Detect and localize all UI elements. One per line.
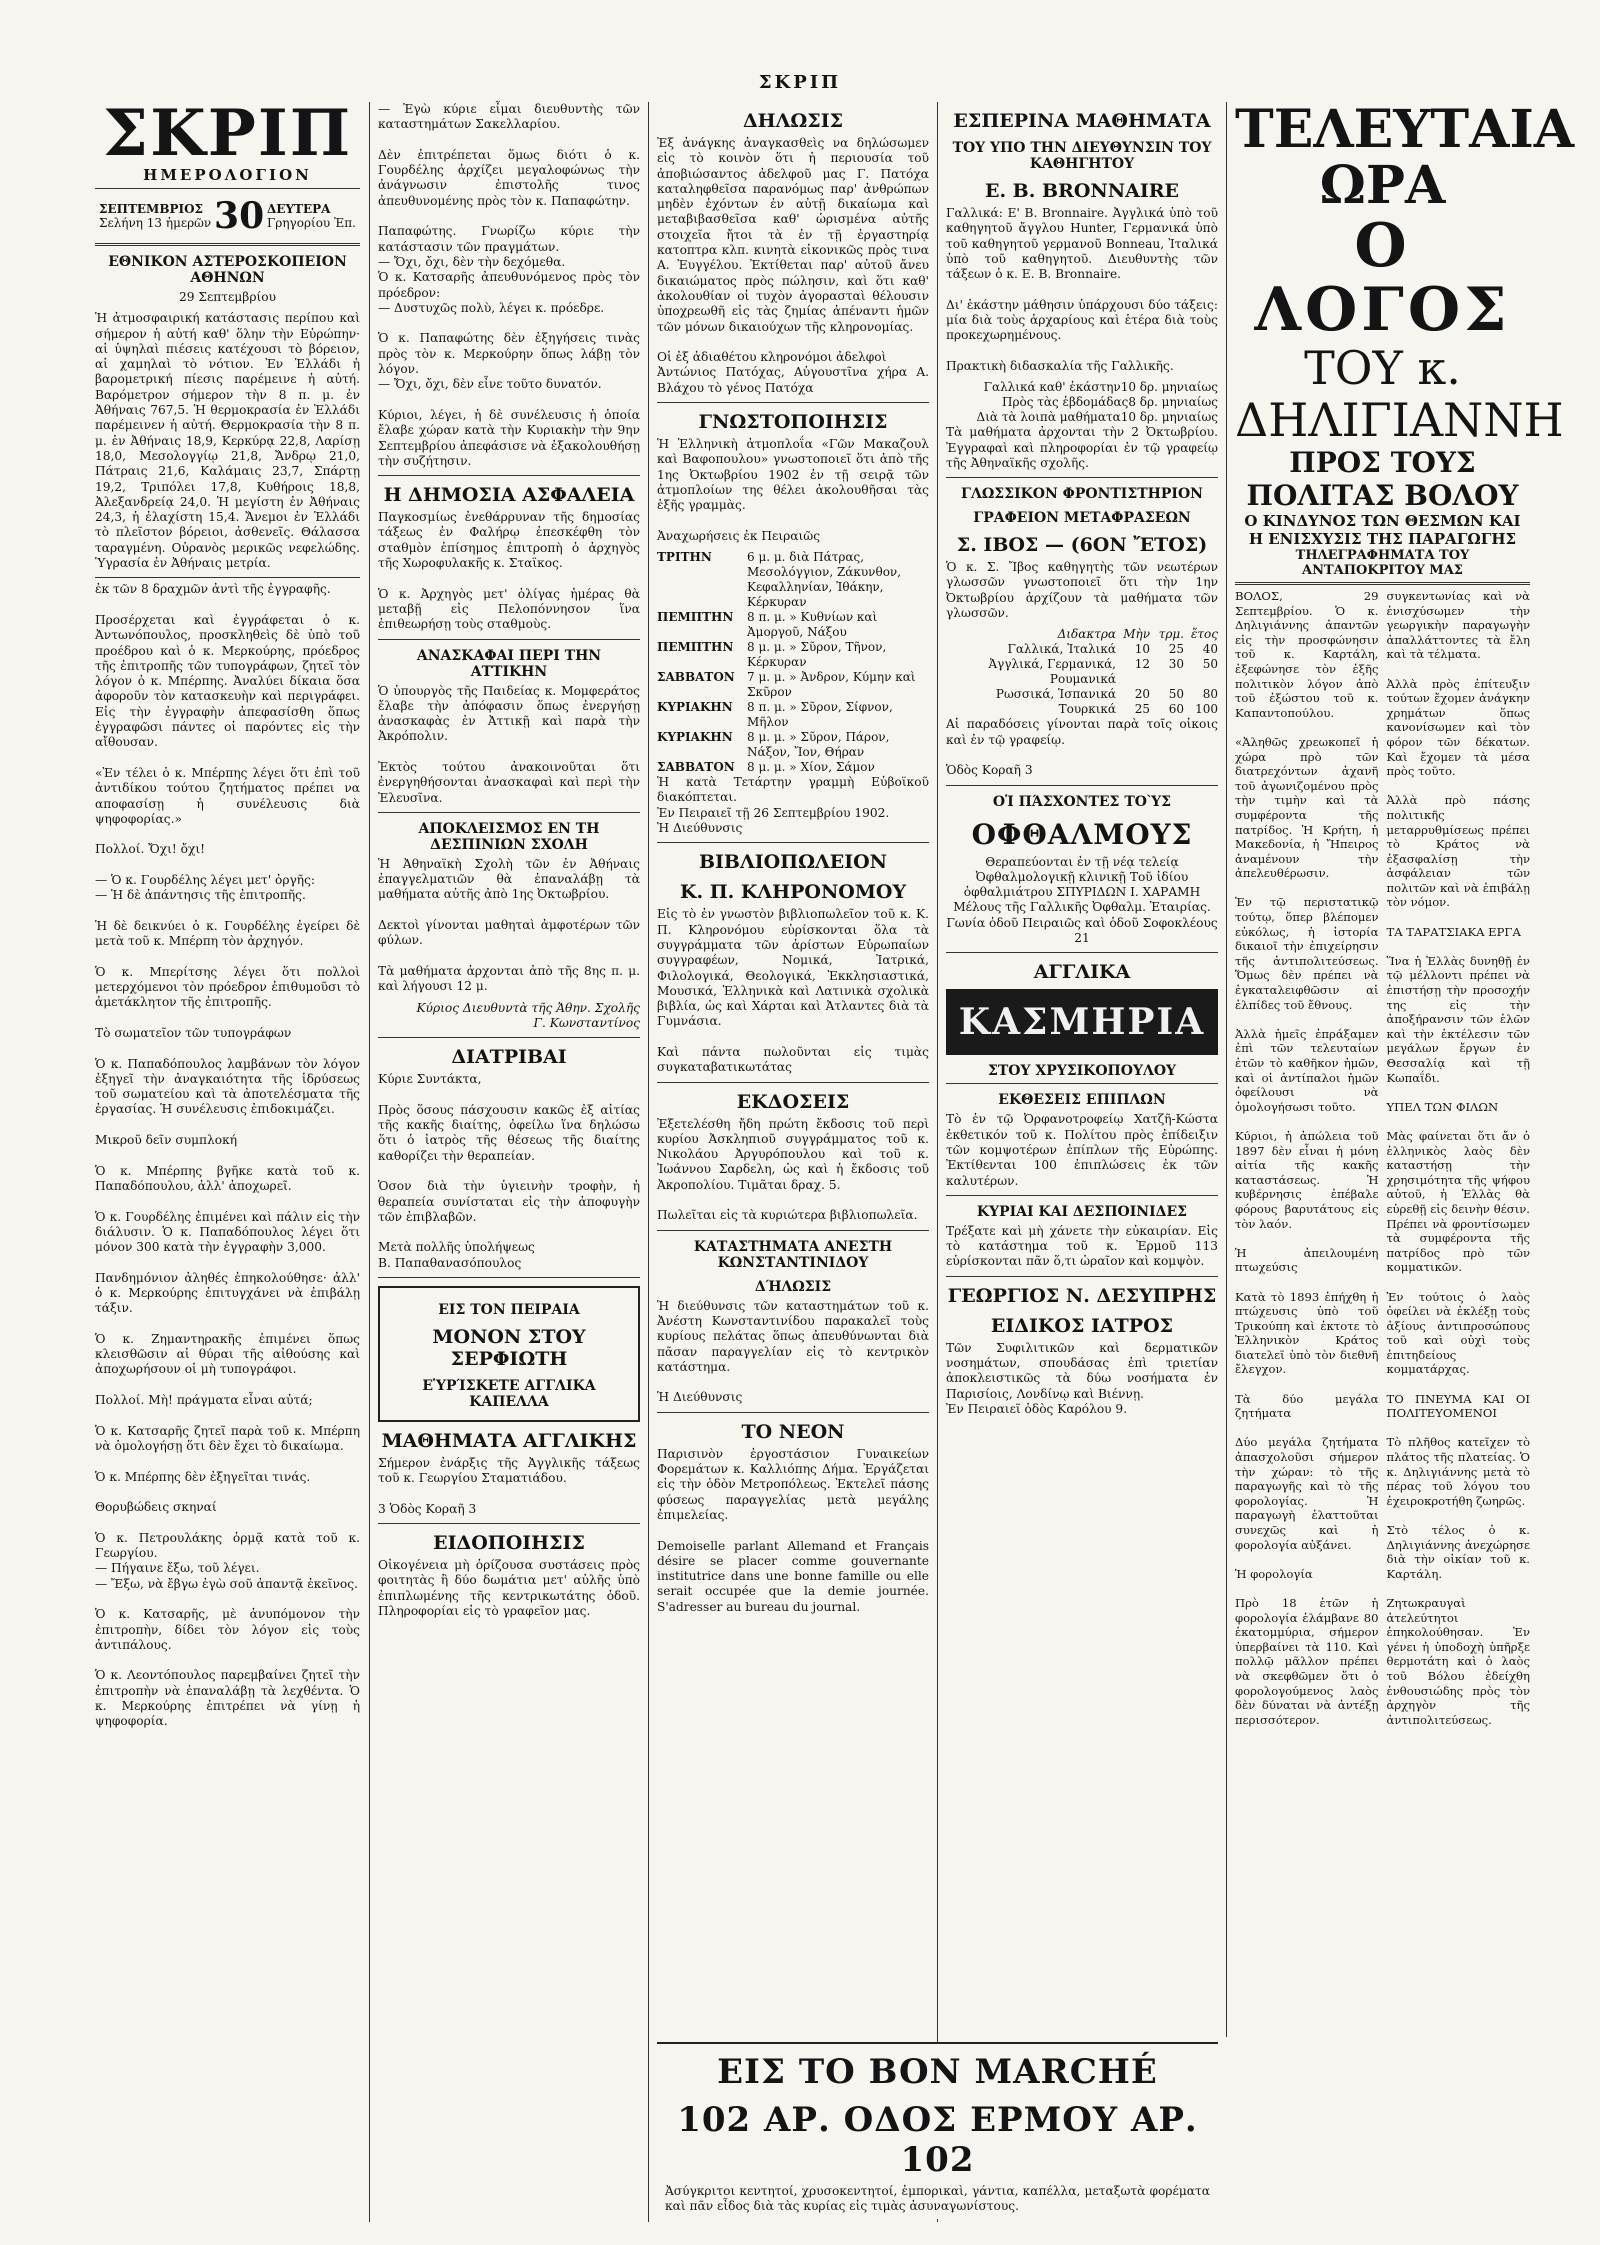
evening-lessons-teacher: E. B. BRONNAIRE — [984, 180, 1180, 202]
language-fee: 40 — [1202, 642, 1218, 657]
heading-diets: ΔΙΑΤΡΙΒΑΙ — [451, 1046, 567, 1069]
fee-row — [946, 395, 1218, 410]
lead-subtitle: Ο ΚΙΝΔΥΝΟΣ ΤΩΝ ΘΕΣΜΩΝ ΚΑΙ Η ΕΝΙΣΧΥΣΙΣ ΤΗΣ ΠΑΡΑΓΩΓΗΣ — [1244, 512, 1521, 548]
date-weekday: ΔΕΥΤΕΡΑ — [266, 202, 331, 216]
heading-to-neon: ΤΟ ΝΕΟΝ — [741, 1420, 845, 1443]
fee-row — [946, 410, 1218, 425]
kashmir-ad-shop: ΣΤΟΥ ΧΡΥΣΙΚΟΠΟΥΛΟΥ — [987, 1063, 1177, 1080]
translation-office: ΓΡΑΦΕΙΟΝ ΜΕΤΑΦΡΑΣΕΩΝ — [973, 510, 1191, 527]
english-ad-heading: ΑΓΓΛΙΚΑ — [1033, 961, 1131, 984]
observatory-heading: ΕΘΝΙΚΟΝ ΑΣΤΕΡΟΣΚΟΠΕΙΟΝ ΑΘΗΝΩΝ — [108, 254, 347, 286]
article-eyes: Θεραπεύονται ἐν τῇ νέᾳ τελείᾳ Ὀφθαλμολογικῇ κλινικῇ Τοῦ ἰδίου ὀφθαλμιάτρου ΣΠΥΡΙΔΩΝ Ι. ΧΑΡΑΜΗ Μέλους τῆς Γαλλικῆς Ὀφθαλμ. Ἑταιρίας. Γωνία ὁδοῦ Πειραιῶς καὶ ὁδοῦ Σοφοκλέους 21 — [946, 854, 1218, 946]
article-notice: Οἰκογένεια μὴ ὁρίζουσα συστάσεις πρὸς φοιτητὰς ἢ δύο δωμάτια μετ' αὐλῆς ὑπὸ ἐπιπλωμένης τῆς κεντρικωτάτης ὁδοῦ. Πληροφορίαι εἰς τὸ γραφεῖον μας. — [378, 1558, 644, 1619]
schedule-day: ΤΡΙΤΗΝ — [657, 550, 712, 565]
heading-language-school: ΓΛΩΣΣΙΚΟΝ ΦΡΟΝΤΙΣΤΗΡΙΟΝ — [961, 486, 1203, 503]
schedule-route: 7 μ. μ. » Ἀνδρον, Κύμην καὶ Σκῦρον — [747, 670, 916, 700]
article-declaration: Ἐξ ἀνάγκης ἀναγκασθεὶς να δηλώσωμεν εἰς τὸ κοινὸν ὅτι ἡ περιουσία τοῦ ἀποβιώσαντος ἀδελφοῦ μας Γ. Πατόχα καταληφθεῖσα παρανόμως παρ' ἀνθρώπων μηδὲν ἐχόντων ἐν αὐτῇ δικαίωμα καὶ μεταβιβασθεῖσα καθ' ὡρισμένα αὐτῆς στοιχεῖα ἤτοι τὰ ἐν τῇ ἐργαστηρίᾳ κατοπτρα κλπ. κινητὰ εἰκονικῶς πρὸς τινα Α. Ἐυγγέλου. Ἐκτίθεται παρ' αὐτοῦ ἄνευ δικαιώματος πρὸς πώλησιν, καὶ ὅτι καθ' ἀκολουθίαν οἱ τυχὸν ἀγορασταὶ θέλουσιν ὑποχρεωθῆ εἰς τὰς ζημίας ἀπέναντι ἡμῶν τῶν μόνων δικαιούχων τῆς κληρονομίας. Οἱ ἐξ ἀδιαθέτου κληρονόμοι ἀδελφοὶ Ἀντώνιος Πατόχας, Αὐγουστῖνα χήρα Α. Βλάχου τὸ γένος Πατόχα — [657, 136, 929, 395]
page-header-title: ΣΚΡΙΠ — [758, 72, 842, 93]
article-bookshop: Εἰς τὸ ἐν γνωστὸν βιβλιοπωλεῖον τοῦ κ. Κ. Π. Κληρονόμου εὑρίσκονται ὅλα τὰ συγγράμματα τῶν ἀρίστων Εὐρωπαίων συγγραφέων, Νομικά, Ἰατρικά, Φιλολογικά, Θεολογικά, Ἐκκλησιαστικά, Μουσικά, Ἑλληνικὰ καὶ Λατινικὰ σχολικὰ βιβλία, ὡς καὶ Χάρται καὶ Ἀτλαντες διὰ τὰ Γυμνάσια. Καὶ πάντα πωλοῦνται εἰς τιμὰς συγκαταβατικωτάτας — [657, 907, 929, 1075]
schedule-row — [657, 760, 929, 775]
fee-value: 10 δρ. μηνιαίως — [1120, 410, 1218, 425]
article-to-neon: Παρισινὸν ἐργοστάσιον Γυναικείων Φορεμάτων κ. Καλλιόπης Δήμα. Ἐργάζεται εἰς τὴν ὁδὸν Μετροπόλεως. Ἐκτελεῖ πάσης φύσεως παραγγελίας μετὰ μεγάλης ἐπιμελείας. Demoiselle parlant Allemand et Français désire se placer comme gouvernante institutrice dans une bonne famille ou elle serait occupée que la demie journée. S'adresser au bureau du journal. — [657, 1446, 929, 1614]
language-fee: 25 — [1134, 702, 1150, 717]
schedule-route: 8 π. μ. » Κυθνίων καὶ Ἀμοργοῦ, Νάξου — [747, 610, 878, 640]
heading-bookshop: ΒΙΒΛΙΟΠΩΛΕΙΟΝ — [698, 851, 888, 874]
schedule-route: 6 μ. μ. διὰ Πάτρας, Μεσολόγγιον, Ζάκυνθον, Κεφαλληνίαν, Ἰθάκην, Κέρκυραν — [747, 550, 902, 610]
heading-school: ΑΠΟΚΛΕΙΣΜΟΣ ΕΝ ΤΗ ΔΕΣΠΙΝΙΩΝ ΣΧΟΛΗ — [418, 820, 600, 853]
bon-marche-address: 102 ΑΡ. ΟΔΟΣ ΕΡΜΟΥ ΑΡ. 102 — [677, 2100, 1198, 2180]
language-fee: 50 — [1168, 687, 1184, 702]
ad-serfiotis-sub: ΕὙΡΊΣΚΕΤΕ ΑΓΓΛΙΚΑ ΚΑΠΕΛΛΑ — [422, 1378, 596, 1410]
schedule-day: ΚΥΡΙΑΚΗΝ — [657, 700, 733, 715]
heading-furniture: ΕΚΘΕΣΕΙΣ ΕΠΙΠΛΩΝ — [998, 1092, 1166, 1109]
heading-stores: ΚΑΤΑΣΤΗΜΑΤΑ ΑΝΕΣΤΗ ΚΩΝΣΤΑΝΤΙΝΙΔΟΥ — [693, 1238, 893, 1271]
article-furniture: Τὸ ἐν τῷ Ὀρφανοτροφείῳ Χατζῆ-Κώστα ἐκθετικόν τοῦ κ. Πολίτου πρὸς ἐπίδειξιν τῶν κομψοτέρων ἐπίπλων τῆς Εὐρώπης. Ἐκτίθενται 100 ἐπιπλώσεις ἐκ τῶν καλυτέρων. — [946, 1112, 1222, 1188]
bon-marche-text: Ἀσύγκριτοι κεντητοί, χρυσοκεντητοί, ἐμπορικαὶ, γάντια, καπέλλα, μεταξωτὰ φορέματα καὶ πᾶν εἶδος διὰ τὰς κυρίας εἰς τιμὰς ἀσυναγωνίστους. — [665, 2184, 1214, 2214]
heading-editions: ΕΚΔΟΣΕΙΣ — [736, 1090, 850, 1113]
language-name: Ρωσσικά, Ἱσπανικά — [995, 687, 1116, 702]
schedule-route: 8 μ. μ. » Σῦρον, Πάρον, Νάξον, Ἴον, Θήραν — [747, 730, 890, 760]
ad-serfiotis-heading: ΕΙΣ ΤΟΝ ΠΕΙΡΑΙΑ — [438, 1302, 580, 1318]
column-4 — [946, 102, 1222, 2222]
observatory-date: 29 Σεπτεμβρίου — [178, 290, 277, 304]
lead-title-last-hour: ΤΕΛΕΥΤΑΙΑ ΩΡΑ — [1235, 99, 1575, 216]
language-fee: 20 — [1134, 687, 1150, 702]
page-header-strip — [0, 72, 1600, 96]
schedule-day: ΠΕΜΠΤΗΝ — [657, 610, 734, 625]
schedule-day: ΣΑΒΒΑΤΟΝ — [657, 670, 735, 685]
lead-speech-left: ΒΟΛΟΣ, 29 Σεπτεμβρίου. Ὁ κ. Δηλιγιάννης ἀπαντῶν εἰς τὴν προσφώνησιν τοῦ κ. Καρτάλη, ἐξεφώνησε τὸν ἑξῆς πολιτικὸν λόγον ἀπὸ τοῦ ἐξώστου τοῦ κ. Καπαντοπούλου. «Ἀληθῶς χρεωκοπεῖ ἡ χώρα πρὸ τῶν διατρεχόντων ἀχανῆ τοῦ ἀγωνιζομένου πρὸς τὴν τιμὴν καὶ τὰ συμφέροντα τῆς πατρίδος. Ἡ Κρήτη, ἡ Μακεδονία, ἡ Ἤπειρος ἀναμένουν τὴν ἀπελευθέρωσιν. Ἐν τῷ περιστατικῷ τούτῳ, ὅπερ βλέπομεν εὐκόλως, ἡ ἱστορία δικαιοῖ τὴν ἐπιχείρησιν τῆς ἀντιπολιτεύσεως. Ὅμως δὲν πρέπει νὰ ἐγκαταλειφθῶσιν αἱ ἐλπίδες τοῦ ἔθνους. Ἀλλὰ ἡμεῖς ἐπράξαμεν ἐπὶ τῶν τελευταίων ἐτῶν τὸ καθῆκον ἡμῶν, καὶ οἱ ἀντίπαλοι ἡμῶν ὀφείλουσι νὰ ὁμολογήσωσι τοῦτο. Κύριοι, ἡ ἀπώλεια τοῦ 1897 δὲν εἶναι ἡ μόνη αἰτία τῆς κακῆς καταστάσεως. Ἡ κυβέρνησις ἐπέβαλε φόρους βαρυτάτους εἰς τὸν λαόν. Ἡ ἀπειλουμένη πτωχεύσις Κατὰ τὸ 1893 ἐπήχθη ἡ πτώχευσις ὑπὸ τοῦ Τρικούπη καὶ ἐκτοτε τὸ Ἑλληνικὸν Κράτος διατελεῖ ὑπὸ τὸν διεθνῆ ἔλεγχον. Τὰ δύο μεγάλα ζητήματα Δύο μεγάλα ζητήματα ἀπασχολοῦσι σήμερον τὴν χώραν: τὸ τῆς παραγωγῆς καὶ τὸ τῆς φορολογίας. Ἡ παραγωγὴ ἐλαττοῦται συνεχῶς καὶ ἡ φορολογία αὐξάνει. Ἡ φορολογία Πρὸ 18 ἐτῶν ἡ φορολογία ἐλάμβανε 80 ἑκατομμύρια, σήμερον ὑπερβαίνει τὰ 110. Καὶ πολλῷ μᾶλλον πρέπει νὰ σκεφθῶμεν ὅτι ὁ φορολογούμενος λαὸς δὲν δύναται νὰ ἀντέξῃ περισσότερον. — [1235, 589, 1379, 1727]
date-month: ΣΕΠΤΕΜΒΡΙΟΣ — [99, 202, 204, 216]
schedule-day: ΠΕΜΠΤΗΝ — [657, 640, 734, 655]
language-row — [946, 702, 1218, 717]
lead-speech-right: συγκεντωνίας καὶ νὰ ἐνισχύσωμεν τὴν γεωργικὴν παραγωγὴν ἀπαλλάττοντες τὰ ἔλη καὶ τὰ τέλματα. Ἀλλὰ πρὸς ἐπίτευξιν τούτων ἔχομεν ἀνάγκην χρημάτων ὅπως κανονίσωμεν καὶ τὸν φόρον τῶν δέκατων. Καὶ ἔχομεν τὰ μέσα πρὸς τοῦτο. Ἀλλὰ πρὸ πάσης πολιτικῆς μεταρρυθμίσεως πρέπει τὸ Κράτος νὰ ἐξασφαλίσῃ τὴν ἀσφάλειαν τῶν πολιτῶν καὶ νὰ ἐπιβάλῃ τὸν νόμον. ΤΑ ΤΑΡΑΤΣΙΑΚΑ ΕΡΓΑ Ἵνα ἡ Ἑλλὰς δυνηθῇ ἐν τῷ μέλλοντι πρέπει νὰ ἐπιστήσῃ τὴν προσοχήν της εἰς τὴν ἀποξήρανσιν τῶν ἑλῶν καὶ τὴν ἐκτέλεσιν τῶν μεγάλων ἔργων ἐν Θεσσαλίᾳ καὶ τῇ Κωπαΐδι. ΥΠΕΛ ΤΩΝ ΦΙΛΩΝ Μὰς φαίνεται ὅτι ἄν ὁ ἑλληνικὸς λαὸς δὲν καταστήσῃ τὴν χρησιμότητα τῆς ψήφου αὐτοῦ, ἡ Ἑλλὰς θὰ εὑρεθῇ εἰς δεινὴν θέσιν. Πρέπει νὰ φροντίσωμεν τὰ συμφέροντα τῆς πατρίδος πρὸ τῶν κομματικῶν. Ἐν τούτοις ὁ λαὸς ὀφείλει νὰ ἐκλέξῃ τοὺς ἀξίους ἀντιπροσώπους τοῦ καὶ οὐχὶ τοὺς ἐπιτηδείους κομματάρχας. ΤΟ ΠΝΕΥΜΑ ΚΑΙ ΟΙ ΠΟΛΙΤΕΥΟΜΕΝΟΙ Τὸ πλῆθος κατεῖχεν τὸ πλάτος τῆς πλατείας. Ὁ κ. Δηλιγιάννης μετὰ τὸ πέρας τοῦ λόγου του ἐχειροκροτήθη ζωηρῶς. Στὸ τέλος ὁ κ. Δηλιγιάννης ἀνεχώρησε διὰ τὴν οἰκίαν τοῦ κ. Καρτάλη. Ζητωκραυγαὶ ἀτελεύτητοι ἐπηκολούθησαν. Ἐν γένει ἡ ὑποδοχὴ ὑπῆρξε θερμοτάτη καὶ ὁ λαὸς τοῦ Βόλου ἐδείχθη ἐνθουσιώδης πρὸς τὸν ἀρχηγὸν τῆς ἀντιπολιτεύσεως. — [1386, 589, 1530, 1727]
schedule-row — [657, 640, 929, 670]
article-ladies: Τρέξατε καὶ μὴ χάνετε τὴν εὐκαιρίαν. Εἰς τὸ κατάστημα τοῦ κ. Ἐρμοῦ 113 εὑρίσκονται πᾶν ὅ,τι ὡραῖον καὶ κομψὸν. — [946, 1223, 1222, 1269]
fee-value: 10 δρ. μηνιαίως — [1120, 380, 1218, 395]
heading-excavations: ΑΝΑΣΚΑΦΑΙ ΠΕΡΙ ΤΗΝ ΑΤΤΙΚΗΝ — [416, 647, 602, 680]
language-fees-table — [946, 627, 1218, 717]
article-school: Ἡ Ἀθηναϊκὴ Σχολὴ τῶν ἐν Ἀθήναις ἐπαγγελματιῶν θὰ ἐπαναλάβῃ τὰ μαθήματα αὐτῆς ἀπὸ 1ης Ὀκτωβρίου. Δεκτοὶ γίνονται μαθηταὶ ἀμφοτέρων τῶν φύλων. Τὰ μαθήματα ἀρχονται ἀπὸ τῆς 8ης π. μ. καὶ λήγουσι 12 μ. — [378, 856, 640, 994]
heading-announcement: ΓΝΩΣΤΟΠΟΙΗΣΙΣ — [698, 411, 888, 434]
fee-label: Πρὸς τὰς ἑβδομάδας — [1001, 395, 1129, 410]
article-typographers: ἐκ τῶν 8 δραχμῶν ἀντὶ τῆς ἐγγραφῆς. Προσέρχεται καὶ ἐγγράφεται ὁ κ. Ἀντωνόπουλος, προσκληθεὶς δὲ ὑπὸ τοῦ προέδρου καὶ ὁ κ. Μερκούρης, πρόεδρος τῆς ἐπιτροπῆς τῶν τυπογράφων, ζητεῖ τὸν λόγον ὁ κ. Μπέρπης. Ἀναλύει δίκαια ὅσα ἀφοροῦν τὸν κατασκευὴν καὶ περιγράφει. Εἰς τὴν ἐγγραφὴν ἀπεφασίσθη ὅπως ἐγγραφῶσι πάντες οἱ παρόντες εἰς τὴν αἴθουσαν. «Ἐν τέλει ὁ κ. Μπέρπης λέγει ὅτι ἐπὶ τοῦ ἀντιδίκου τούτου ζητήματος πρέπει να αποφασίσῃ ἡ συνέλευσις διὰ ψηφοφορίας.» Πολλοί. Ὄχι! ὄχι! — Ὁ κ. Γουρδέλης λέγει μετ' ὀργῆς: — Ἡ δὲ ἀπάντησις τῆς ἐπιτροπῆς. Ἡ δὲ δεικνύει ὁ κ. Γουρδέλης ἐγείρει δὲ μετὰ τοῦ κ. Μπέρπη τὸν ἀρχηγόν. Ὁ κ. Μπερίτσης λέγει ὅτι πολλοὶ μετερχόμενοι τὸν πρόεδρον ἐπιθυμοῦσι τὸ ἀμετάκλητον τῆς ἐπιτροπῆς. Τὸ σωματεῖον τῶν τυπογράφων Ὁ κ. Παπαδόπουλος λαμβάνων τὸν λόγον ἐξηγεῖ τὴν ἀναγκαιότητα τῆς ἱδρύσεως τοῦ σωματείου καὶ τὰ ἀποτελέσματα τῆς ἐργασίας. Ἡ συνέλευσις ἐπιδοκιμάζει. Μικροῦ δεῖν συμπλοκή Ὁ κ. Μπέρπης βγῆκε κατὰ τοῦ κ. Παπαδόπουλου, ἀλλ' ἀποχωρεῖ. Ὁ κ. Γουρδέλης ἐπιμένει καὶ πάλιν εἰς τὴν διάλυσιν. Ὁ κ. Παπαδόπουλος λέγει ὅτι μόνον 300 κατὰ τὴν ἐγγραφὴν 3,000. Πανδημόνιον ἀληθές ἐπηκολούθησε· ἀλλ' ὁ κ. Μερκούρης ἐπιτυγχάνει νὰ ἐπιβάλῃ τάξιν. Ὁ κ. Ζημαντηρακῆς ἐπιμένει ὅπως κλεισθῶσιν αἱ θύραι τῆς αἰθούσης καὶ ἀποχωρήσουν οἱ μὴ τυπογράφοι. Πολλοί. Μὴ! πράγματα εἶναι αὐτά; Ὁ κ. Κατσαρῆς ζητεῖ παρὰ τοῦ κ. Μπέρπη νὰ ὁμολογήσῃ ὅτι δὲν ἔχει τὸ δικαίωμα. Ὁ κ. Μπέρπης δὲν ἐξηγεῖται τινάς. Θορυβώδεις σκηναί Ὁ κ. Πετρουλάκης ὁρμᾷ κατὰ τοῦ κ. Γεωργίου. — Πήγαινε ἔξω, τοῦ λέγει. — Ἔξω, νὰ ἔβγω ἐγὼ σοῦ ἀπαντᾷ ἐκεῖνος. Ὁ κ. Κατσαρῆς, μὲ ἀνυπόμονον τὴν ἐπιτροπὴν, δίδει τὸν λόγον εἰς τοὺς ἀντιπάλους. Ὁ κ. Λεοντόπουλος παρεμβαίνει ζητεῖ τὴν ἐπιτροπὴν νὰ ἐπαναλάβῃ τὰ λεχθέντα. Ὁ κ. Μερκούρης ἐπιτρέπει νὰ γίνῃ ἡ ψηφοφορία. — [95, 582, 360, 1729]
ship-schedule — [657, 550, 929, 775]
masthead-title: ΣΚΡΙΠ — [102, 96, 353, 171]
lead-telegrams: ΤΗΛΕΓΡΑΦΗΜΑΤΑ ΤΟΥ ΑΝΤΑΠΟΚΡΙΤΟΥ ΜΑΣ — [1295, 548, 1470, 578]
kashmir-ad: ΚΑΣΜΗΡΙΑ — [946, 989, 1218, 1055]
heading-ladies: ΚΥΡΙΑΙ ΚΑΙ ΔΕΣΠΟΙΝΙΔΕΣ — [976, 1203, 1188, 1220]
schedule-route: 8 π. μ. » Σῦρον, Σίφνον, Μῆλον — [747, 700, 893, 730]
date-day-number: 30 — [214, 195, 265, 237]
article-stores: Ἡ διεύθυνσις τῶν καταστημάτων τοῦ κ. Ἀνέστη Κωνσταντινίδου παρακαλεῖ τοὺς κυρίους πελάτας ὅπως ἀπευθύνωνται διὰ πᾶσαν παραγγελίαν εἰς τὸ κεντρικὸν κατάστημα. Ἡ Διεύθυνσις — [657, 1298, 929, 1405]
masthead-subtitle: ΗΜΕΡΟΛΟΓΙΟΝ — [143, 166, 312, 184]
article-excavations: Ὁ ὑπουργὸς τῆς Παιδείας κ. Μομφεράτος ἔλαβε τὴν ἀπόφασιν ὅπως ἐνεργήσῃ ἀνασκαφὰς ἐν Ἀττικῇ καὶ παρὰ τὴν Ἀκρόπολιν. Ἐκτὸς τούτου ἀνακοινοῦται ὅτι ἐνεργηθήσονται ἀνασκαφαὶ καὶ περὶ τὴν Ἐλευσῖνα. — [378, 683, 640, 805]
doctor-name: ΓΕΩΡΓΙΟΣ Ν. ΔΕΣΥΠΡΗΣ — [947, 1284, 1217, 1307]
heading-evening-lessons: ΕΣΠΕΡΙΝΑ ΜΑΘΗΜΑΤΑ — [953, 110, 1211, 132]
schedule-route: 8 μ. μ. » Σῦρον, Τῆνον, Κέρκυραν — [747, 640, 887, 670]
schedule-row — [657, 700, 929, 730]
eyes-intro: ΟἹ ΠΆΣΧΟΝΤΕΣ ΤΟῪΣ — [992, 793, 1172, 810]
article-diets: Κύριε Συντάκτα, Πρὸς ὅσους πάσχουσιν κακῶς ἐξ αἰτίας τῆς κακῆς διαίτης, ὀφείλω ἵνα δηλώσω ὅτι ὁ ἰατρὸς τῆς θέσεως τῆς διαίτης καθορίζει τὴν θεραπείαν. Ὁσον διὰ τὴν ὑγιεινὴν τροφὴν, ἡ θεραπεία συνίσταται εἰς τὴν ἀποφυγὴν τῶν ἐπιβλαβῶν. Μετὰ πολλῆς ὑπολήψεως Β. Παπαθανασόπουλος — [378, 1072, 640, 1270]
language-fee: 50 — [1202, 657, 1218, 672]
lead-title-name: ΤΟΥ κ. ΔΗΛΙΓΙΑΝΝΗ — [1235, 341, 1564, 447]
article-evening-lessons: Γαλλικά: Ε' Β. Bronnaire. Ἀγγλικά ὑπὸ τοῦ καθηγητοῦ ἄγγλου Hunter, Γερμανικά ὑπὸ τοῦ καθηγητοῦ γερμανοῦ Bonneau, Ἰταλικά ὑπὸ τοῦ καθηγητοῦ. Διευθυντὴς τῶν τάξεων ὁ κ. Ε. Β. Bronnaire. Δι' ἑκάστην μάθησιν ὑπάρχουσι δύο τάξεις: μία διὰ τοὺς ἀρχαρίους καὶ ἑτέρα διὰ τοὺς προκεχωρημένους. Πρακτικὴ διδασκαλία τῆς Γαλλικῆς. — [946, 206, 1218, 373]
lead-title-audience: ΠΡΟΣ ΤΟΥΣ ΠΟΛΙΤΑΣ ΒΟΛΟΥ — [1246, 446, 1519, 512]
bon-marche-ad — [657, 2042, 1218, 2219]
fee-label: Γαλλικά καθ' ἑκάστην — [983, 380, 1121, 395]
language-row — [946, 657, 1218, 687]
schedule-row — [657, 670, 929, 700]
newspaper-page — [95, 96, 1575, 2222]
column-1 — [95, 96, 364, 2222]
heading-notice: ΕΙΔΟΠΟΙΗΣΙΣ — [433, 1532, 585, 1555]
language-fee: 30 — [1168, 657, 1184, 672]
language-table-header — [946, 627, 1218, 642]
evening-lessons-sub: ΤΟΥ ΥΠΟ ΤΗΝ ΔΙΕΥΘΥΝΣΙΝ ΤΟΥ ΚΑΘΗΓΗΤΟΥ — [952, 140, 1212, 172]
heading-public-safety: Η ΔΗΜΟΣΙΑ ΑΣΦΑΛΕΙΑ — [383, 484, 635, 507]
schedule-day: ΚΥΡΙΑΚΗΝ — [657, 730, 733, 745]
evening-lessons-footer: Τὰ μαθήματα ἀρχονται τὴν 2 Ὀκτωβρίου. Ἐγγραφαὶ καὶ πληροφορίαι ἐν τῷ γραφείῳ τῆς Ἀθηναϊκῆς σχολῆς. — [946, 425, 1222, 470]
schedule-row — [657, 550, 929, 610]
stores-subheading: ΔΉΛΩΣΙΣ — [754, 1278, 832, 1295]
article-public-safety: Παγκοσμίως ἐνεθάρρυναν τῆς δημοσίας τάξεως ἐν Φαλήρῳ ἐπεσκέφθη τὸν σταθμὸν ἐπίσημος ἐπιτροπὴ ὁ ἀρχηγὸς τῆς Χωροφυλακῆς κ. Σταϊκος. Ὁ κ. Ἀρχηγὸς μετ' ὀλίγας ἡμέρας θὰ μεταβῇ εἰς Πελοπόννησον ἵνα ἐπιθεωρήσῃ τοὺς σταθμοὺς. — [378, 510, 640, 632]
fee-label: Διὰ τὰ λοιπὰ μαθήματα — [976, 410, 1121, 425]
schedule-row — [657, 730, 929, 760]
heading-declaration: ΔΗΛΩΣΙΣ — [742, 110, 844, 132]
language-school-footer: Αἱ παραδόσεις γίνονται παρὰ τοῖς οἰκοις καὶ ἐν τῷ γραφείῳ. Ὁδὸς Κοραῆ 3 — [946, 717, 1218, 778]
ad-serfiotis-title: ΜΟΝΟΝ ΣΤΟΥ ΣΕΡΦΙΩΤΗ — [432, 1326, 586, 1370]
column-3 — [657, 102, 929, 2222]
weather-report: Ἡ ἀτμοσφαιρική κατάστασις περίπου καὶ σήμερον ἡ αὐτή καθ' ὅλην τὴν Εὐρώπην· αἱ ὑψηλαὶ πιέσεις κατέχουσι τὸ βόρειον, αἱ χαμηλαὶ τὸ νότιον. Ἐν Ἑλλάδι ἡ βαρομετρική πίεσις παρέμεινε ἡ αὐτή. Βαρόμετρον σήμερον τὴν 8 π. μ. ἐν Ἀθήναις 767,5. Ἡ θερμοκρασία ἐν Ἑλλάδι παρέμεινεν ἡ αὐτή. Θερμοκρασία τὴν 8 π. μ. ἐν Ἀθήναις 18,9, Κερκύρᾳ 22,8, Λαρίσῃ 18,0, Μεσολογγίῳ 21,8, Ἄνδρῳ 21,0, Πάτραις 21,6, Καλάμαις 23,7, Σπάρτῃ 19,2, Τριπόλει 17,8, Κυθήροις 18,8, Ἀλεξανδρείᾳ 24,0. Ἡ μεγίστη ἐν Ἀθήναις 24,3, ἡ ἐλαχίστη 15,4. Ἄνεμοι ἐν Ἑλλάδι τὸ πλεῖστον βόρειοι, ἀσθενεῖς. Θάλασσα ταραγμένη. Οὐρανὸς μερικῶς νεφελώδης. Ὑγρασία ἐν Ἀθήναις μετρία. — [95, 311, 364, 571]
language-fee: 80 — [1202, 687, 1218, 702]
language-name: Ἀγγλικά, Γερμανικά, Ρουμανικά — [988, 657, 1116, 687]
column-5-lead — [1235, 99, 1575, 2222]
language-fee: 10 — [1134, 642, 1150, 657]
language-table-header-cell: Διδακτρα — [1057, 627, 1116, 642]
date-saint: Γρηγορίου Ἐπ. — [266, 216, 356, 230]
lead-title-speech: Ο ΛΟΓΟΣ — [1254, 211, 1511, 345]
article-doctor: Τῶν Συφιλιτικῶν καὶ δερματικῶν νοσημάτων, σπουδάσας ἐπὶ τριετίαν ἀποκλειστικῶς τὰ δύω νοσήματα ἐν Παρισίοις, Λονδίνῳ καὶ Βιέννῃ. Ἐν Πειραιεῖ ὁδὸς Καρόλου 9. — [946, 1340, 1218, 1416]
schedule-route: 8 μ. μ. » Χίον, Σάμον — [747, 760, 875, 775]
column-2 — [378, 102, 644, 2222]
fee-value: 8 δρ. μηνιαίως — [1128, 395, 1218, 410]
language-table-header-cell: τρμ. — [1158, 627, 1184, 642]
school-signature: Κύριος Διευθυντὰ τῆς Ἀθην. Σχολῆς Γ. Κωνσταντίνος — [416, 1000, 640, 1030]
schedule-day: ΣΑΒΒΑΤΟΝ — [657, 760, 735, 775]
language-name: Γαλλικά, Ἰταλικά — [1007, 642, 1116, 657]
language-row — [946, 642, 1218, 657]
language-row — [946, 687, 1218, 702]
language-fee: 100 — [1195, 702, 1218, 717]
language-fee: 12 — [1134, 657, 1150, 672]
bookshop-name: Κ. Π. ΚΛΗΡΟΝΟΜΟΥ — [679, 881, 907, 904]
bon-marche-title: ΕΙΣ ΤΟ BON MARCHÉ — [717, 2052, 1158, 2092]
language-name: Τουρκικά — [1058, 702, 1116, 717]
doctor-title: ΕΙΔΙΚΟΣ ΙΑΤΡΟΣ — [990, 1314, 1174, 1337]
language-fee: 25 — [1168, 642, 1184, 657]
language-school-name: Σ. ΙΒΟΣ — (6ΟΝ ἜΤΟΣ) — [956, 534, 1208, 557]
language-table-header-cell: Μὴν — [1123, 627, 1150, 642]
heading-english-lessons: ΜΑΘΗΜΑΤΑ ΑΓΓΛΙΚΗΣ — [381, 1430, 637, 1452]
language-table-header-cell: ἔτος — [1190, 627, 1218, 642]
moon-phase: Σελήνη 13 ἡμερῶν — [99, 216, 212, 230]
article-language-school: Ὁ κ. Σ. Ἴβος καθηγητὴς τῶν νεωτέρων γλωσσῶν γνωστοποιεῖ ὅτι τὴν 1ην Ὀκτωβρίου ἀρχίζουν τὰ μαθήματα τῶν γλωσσῶν. — [946, 560, 1222, 621]
article-english-lessons: Σήμερον ἐνάρξις τῆς Ἀγγλικῆς τάξεως τοῦ κ. Γεωργίου Σταματιάδου. 3 Ὁδὸς Κοραῆ 3 — [378, 1456, 640, 1516]
article-continued: — Ἐγὼ κύριε εἶμαι διευθυντὴς τῶν καταστημάτων Σακελλαρίου. Δὲν ἐπιτρέπεται ὅμως διότι ὁ κ. Γουρδέλης ἀρχίζει μεγαλοφώνως τὴν ἀνάγνωσιν ἐπιστολῆς τινος ἀπευθυνομένης πρὸς τὸν κ. Παπαφώτην. Παπαφώτης. Γνωρίζω κύριε τὴν κατάστασιν τῶν πραγμάτων. — Ὄχι, ὄχι, δὲν τὴν δεχόμεθα. Ὁ κ. Κατσαρῆς ἀπευθυνόμενος πρὸς τὸν πρόεδρον: — Δυστυχῶς πολὺ, λέγει κ. πρόεδρε. Ὁ κ. Παπαφώτης δὲν ἐξηγήσεις τινὰς πρὸς τὸν κ. Μερκούρην ὅπως λάβῃ τὸν λόγον. — Ὄχι, ὄχι, δὲν εἶνε τοῦτο δυνατόν. Κύριοι, λέγει, ἡ δὲ συνέλευσις ἡ ὁποία ἔλαβε χώραν κατὰ τὴν Κυριακὴν τὴν 9ην Σεπτεμβρίου ἀπεφάσισε νὰ ἐξακολουθήσῃ τὴν συζήτησιν. — [378, 102, 640, 468]
article-editions: Ἐξετελέσθη ἤδη πρώτη ἔκδοσις τοῦ περὶ κυρίου Ἀσκληπιοῦ συγγράμματος τοῦ κ. Νικολάου Ἀργυρόπουλου καὶ τοῦ κ. Ἰωάννου Σαρδελη, ὡς καὶ ἡ ἔκδοσις τοῦ Ἀκροπολίου. Τιμᾶται δραχ. 5. Πωλεῖται εἰς τὰ κυριώτερα βιβλιοπωλεῖα. — [657, 1116, 929, 1223]
ad-serfiotis — [378, 1286, 640, 1422]
fees-list — [946, 380, 1218, 425]
schedule-row — [657, 610, 929, 640]
dateline — [95, 193, 360, 239]
eyes-heading: ΟΦΘΑΛΜΟΥΣ — [971, 817, 1193, 851]
language-fee: 60 — [1168, 702, 1184, 717]
fee-row — [946, 380, 1218, 395]
article-announcement: Ἡ Ἑλληνικὴ ἀτμοπλοΐα «Γῶν Μακαζουλ καὶ Βαφοπουλου» γνωστοποιεῖ ὅτι ἀπὸ τῆς 1ης Ὀκτωβρίου 1902 ἐν τῇ σειρᾷ τῶν ἀτμοπλοίων της θέλει ἀκολουθῆσαι τὰς ἑξῆς γραμμὰς. Ἀναχωρήσεις ἐκ Πειραιῶς — [657, 437, 929, 543]
schedule-footer: Ἡ κατὰ Τετάρτην γραμμὴ Εὐβοϊκοῦ διακόπτεται. Ἐν Πειραιεῖ τῇ 26 Σεπτεμβρίου 1902. Ἡ Διεύθυνσις — [657, 775, 929, 836]
